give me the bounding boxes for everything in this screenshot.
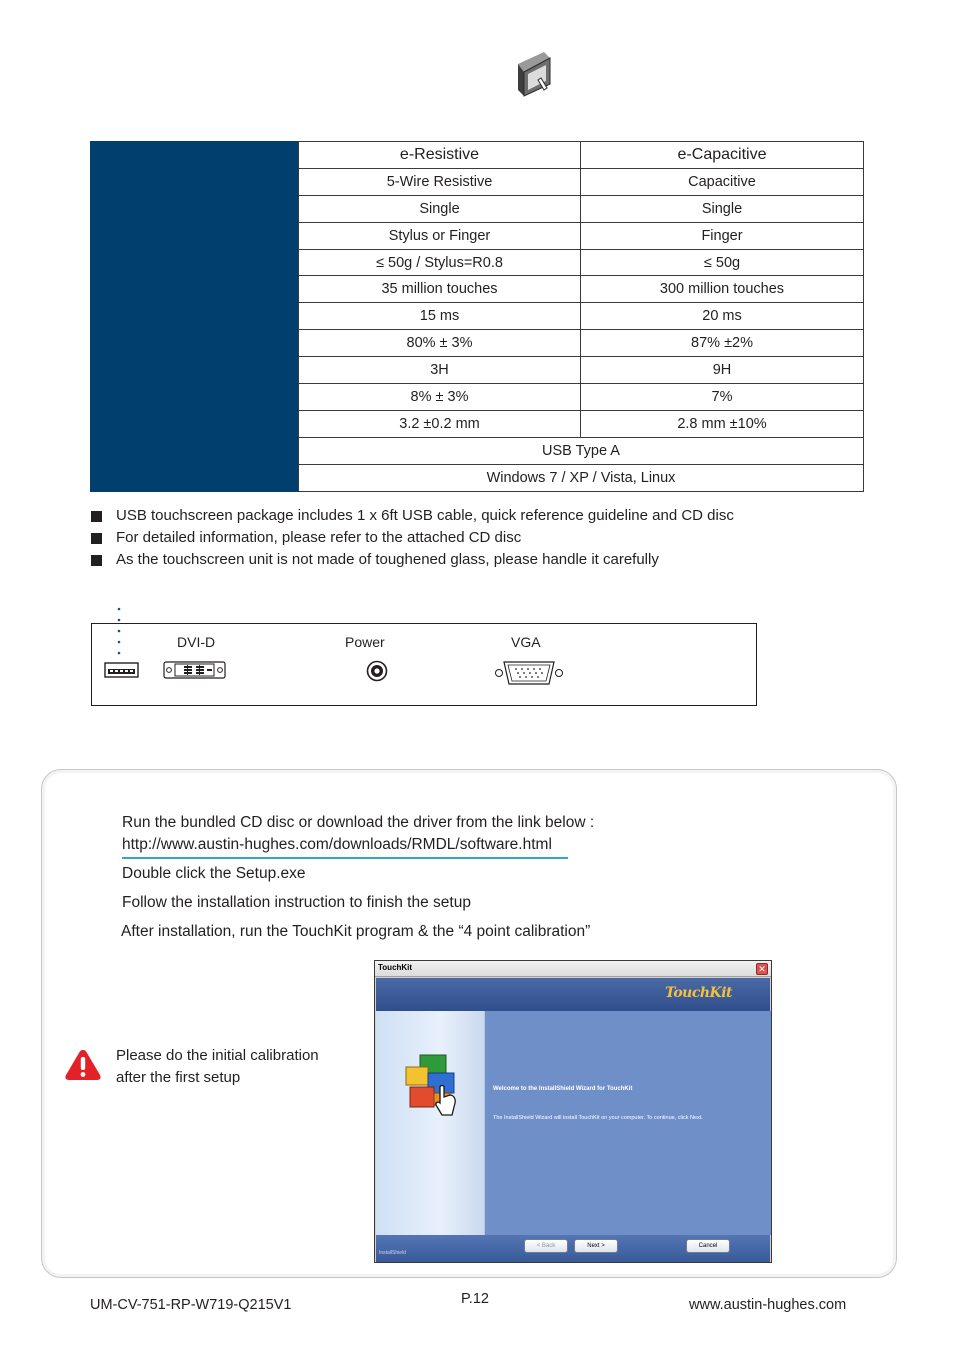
bullet-square-icon [91, 511, 102, 522]
dvi-port-icon [163, 660, 227, 680]
table-cell: 87% ±2% [581, 330, 864, 357]
list-item [90, 549, 850, 571]
step-download: Run the bundled CD disc or download the driver from the link below : [122, 814, 595, 831]
table-cell: Capacitive [581, 168, 864, 195]
label-cell [91, 142, 299, 169]
note-text: As the touchscreen unit is not made of toughened glass, please handle it carefully [116, 551, 659, 568]
table-cell: 8% ± 3% [299, 384, 581, 411]
warning-line: after the first setup [116, 1069, 241, 1086]
table-cell: 3.2 ±0.2 mm [299, 410, 581, 437]
close-icon[interactable]: ✕ [756, 963, 768, 975]
installer-content-panel [484, 1011, 771, 1235]
welcome-body: The InstallShield Wizard will install TouchKit on your computer. To continue, click Next. [493, 1115, 703, 1121]
touchkit-installer-window [374, 960, 772, 1263]
warning-message [116, 1045, 319, 1089]
step-calibrate: After installation, run the TouchKit program & the “4 point calibration” [121, 923, 591, 940]
table-cell: 9H [581, 357, 864, 384]
download-link[interactable]: http://www.austin-hughes.com/downloads/RMDL/software.html [122, 836, 552, 853]
table-cell: 2.8 mm ±10% [581, 410, 864, 437]
installer-footer [376, 1235, 770, 1262]
installshield-label: InstallShield [379, 1250, 406, 1256]
next-button[interactable]: Next > [574, 1239, 618, 1253]
table-cell: 5-Wire Resistive [299, 168, 581, 195]
table-cell: Single [299, 195, 581, 222]
notes-list [90, 505, 850, 571]
note-text: USB touchscreen package includes 1 x 6ft USB cable, quick reference guideline and CD disc [116, 507, 734, 524]
label-cell [91, 303, 299, 464]
table-row [91, 142, 864, 169]
doc-code: UM-CV-751-RP-W719-Q215V1 [90, 1297, 292, 1313]
label-cell [91, 464, 299, 491]
website-link[interactable]: www.austin-hughes.com [689, 1297, 847, 1313]
installer-app-icon [402, 1051, 466, 1123]
table-row [91, 168, 864, 195]
table-cell: 20 ms [581, 303, 864, 330]
window-title: TouchKit [378, 963, 413, 972]
table-row [91, 303, 864, 330]
label-cell [91, 168, 299, 302]
table-cell: 35 million touches [299, 276, 581, 303]
table-cell: 3H [299, 357, 581, 384]
table-cell-merged: Windows 7 / XP / Vista, Linux [299, 464, 864, 491]
touchkit-logo: TouchKit [665, 985, 732, 1001]
table-cell: Finger [581, 222, 864, 249]
usb-port-icon [104, 661, 140, 679]
list-item [90, 527, 850, 549]
table-row [91, 464, 864, 491]
power-label: Power [345, 634, 385, 650]
table-cell-merged: USB Type A [299, 437, 864, 464]
connector-panel [91, 623, 757, 706]
cancel-button[interactable]: Cancel [686, 1239, 730, 1253]
note-text: For detailed information, please refer to the attached CD disc [116, 529, 522, 546]
power-jack-icon [366, 660, 388, 682]
list-item [90, 505, 850, 527]
table-cell: 7% [581, 384, 864, 411]
step-follow: Follow the installation instruction to finish the setup [122, 894, 471, 911]
link-underline [122, 857, 568, 859]
header-capacitive: e-Capacitive [581, 142, 864, 169]
table-cell: ≤ 50g / Stylus=R0.8 [299, 249, 581, 276]
bullet-square-icon [91, 533, 102, 544]
table-cell: Single [581, 195, 864, 222]
table-cell: 80% ± 3% [299, 330, 581, 357]
welcome-heading: Welcome to the InstallShield Wizard for TouchKit [493, 1086, 633, 1092]
table-cell: 300 million touches [581, 276, 864, 303]
back-button[interactable]: < Back [524, 1239, 568, 1253]
page-number: P.12 [461, 1291, 489, 1307]
bullet-square-icon [91, 555, 102, 566]
vga-label: VGA [511, 634, 541, 650]
table-cell: 15 ms [299, 303, 581, 330]
installer-side-panel [376, 1011, 484, 1235]
step-setup: Double click the Setup.exe [122, 865, 306, 882]
dvi-label: DVI-D [177, 634, 216, 650]
window-titlebar [375, 961, 771, 977]
spec-table [90, 141, 864, 492]
warning-line: Please do the initial calibration [116, 1047, 319, 1064]
vga-port-icon [494, 658, 564, 688]
table-cell: Stylus or Finger [299, 222, 581, 249]
dotted-leader-line [117, 606, 121, 656]
touch-panel-icon [514, 50, 556, 98]
table-cell: ≤ 50g [581, 249, 864, 276]
installer-banner [376, 978, 770, 1011]
warning-icon [64, 1048, 102, 1082]
header-resistive: e-Resistive [299, 142, 581, 169]
